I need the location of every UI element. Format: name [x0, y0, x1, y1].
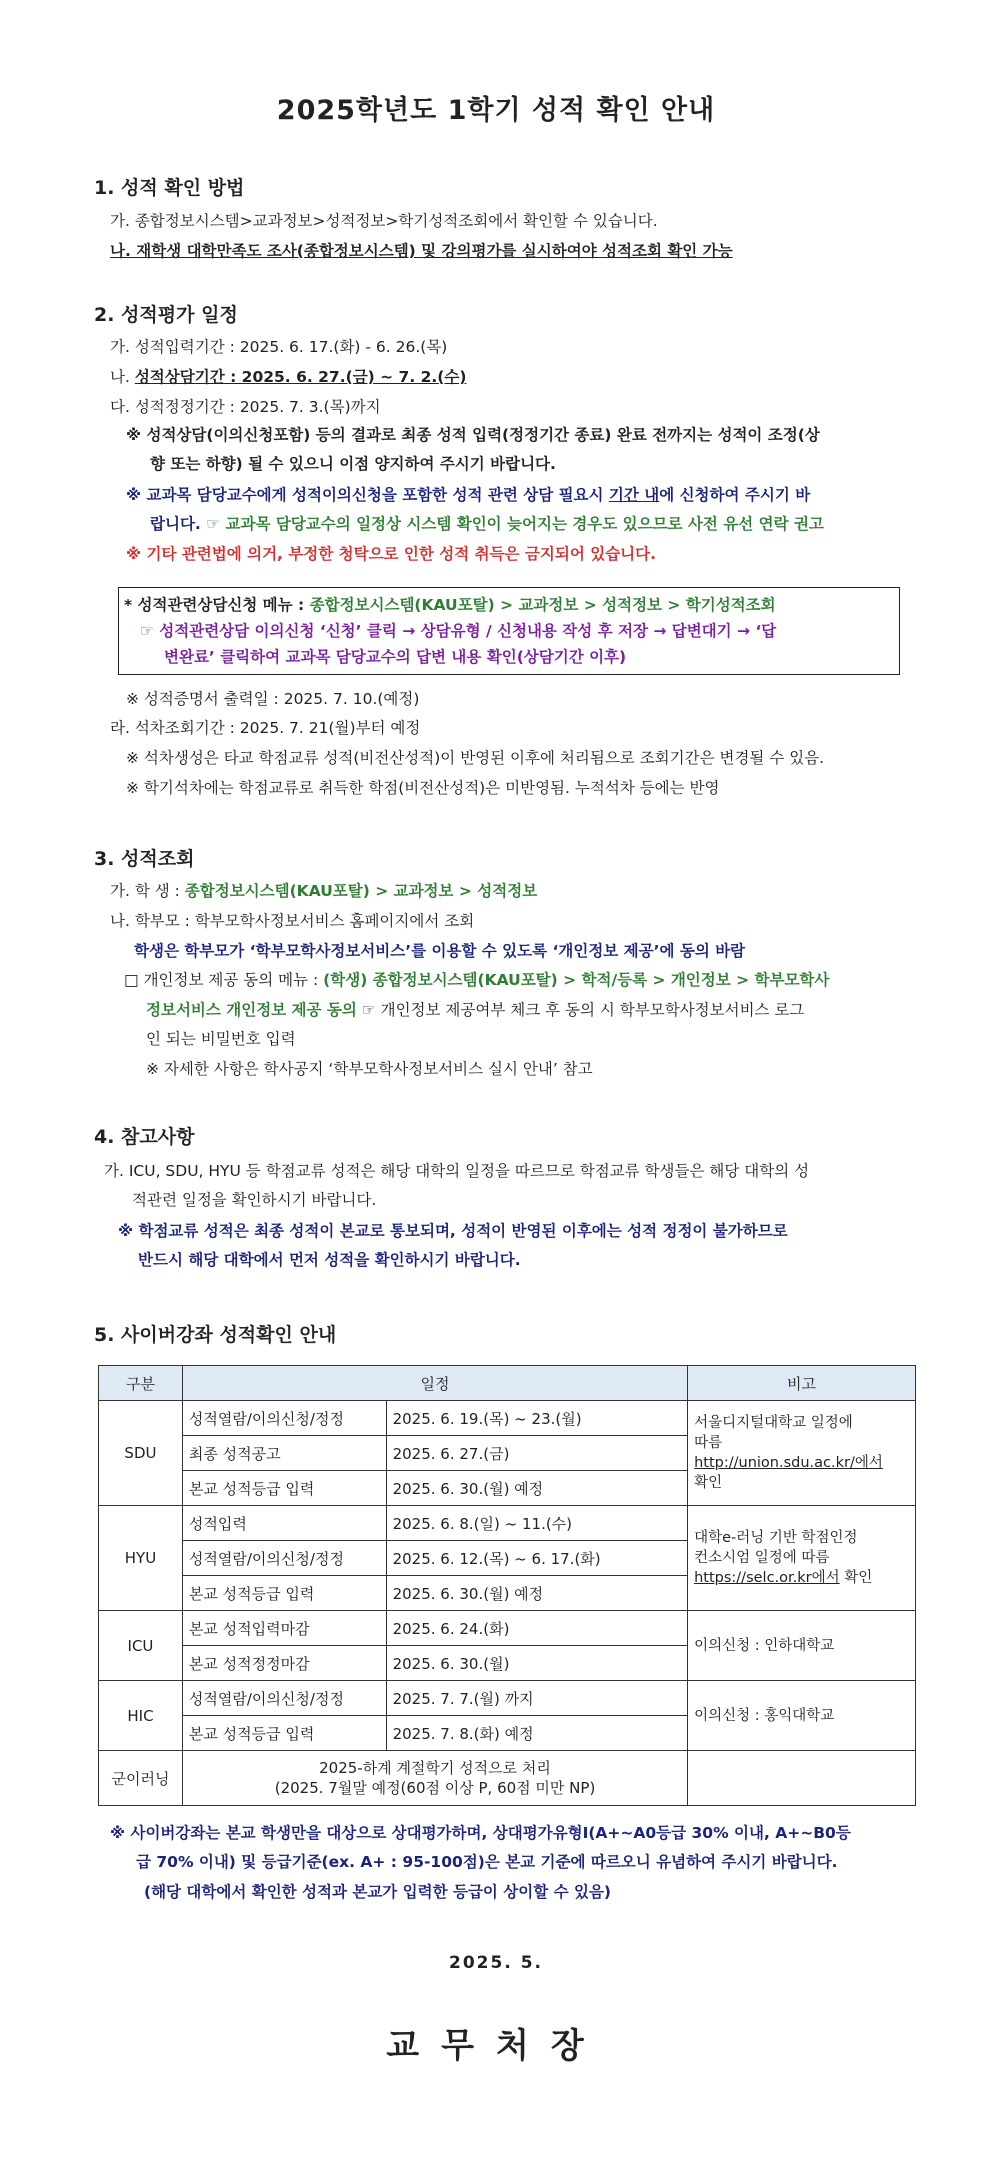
s3-item-a [110, 880, 537, 902]
s2-note-1b: 향 또는 하향) 될 수 있으니 이점 양지하여 주시기 바랍니다. [150, 455, 556, 473]
s2-note-2b-1: 랍니다. [150, 515, 207, 533]
row-item: 본교 성적정정마감 [182, 1646, 386, 1681]
box-line-1-label: * 성적관련상담신청 메뉴 : [124, 596, 310, 614]
page-title: 2025학년도 1학기 성적 확인 안내 [276, 95, 716, 126]
military-schedule [182, 1751, 687, 1806]
s2-note-2a-1: ※ 교과목 담당교수에게 성적이의신청을 포함한 성적 관련 상담 필요시 [126, 486, 609, 504]
s2-note-2a-2: 기간 내 [608, 486, 660, 504]
hyu-note [688, 1506, 916, 1611]
row-date: 2025. 7. 8.(화) 예정 [386, 1716, 688, 1751]
s4-note-1: ※ 학점교류 성적은 최종 성적이 본교로 통보되며, 성적이 반영된 이후에는 성적 정정이 불가하므로 [118, 1222, 788, 1240]
box-line-1-path: 종합정보시스템(KAU포탈) > 교과정보 > 성적정보 > 학기성적조회 [309, 596, 776, 614]
s2-consult-period: 성적상담기간 : 2025. 6. 27.(금) ~ 7. 2.(수) [134, 368, 467, 386]
s3-item-a-label: 가. 학 생 : [110, 882, 185, 900]
s3-item-b: 나. 학부모 : 학부모학사정보서비스 홈페이지에서 조회 [110, 912, 475, 930]
group-sdu: SDU [99, 1401, 183, 1506]
row-item: 성적열람/이의신청/정정 [182, 1401, 386, 1436]
military-line-1: 2025-하계 계절학기 성적으로 처리 [319, 1759, 551, 1777]
s3-menu-line-1-label: □ 개인정보 제공 동의 메뉴 : [124, 971, 324, 989]
s2-d-note-1: ※ 석차생성은 타교 학점교류 성적(비전산성적)이 반영된 이후에 처리됨으로 조회기간은 변경될 수 있음. [126, 749, 825, 767]
section-5-heading: 5. 사이버강좌 성적확인 안내 [94, 1324, 337, 1346]
s2-item-a: 가. 성적입력기간 : 2025. 6. 17.(화) - 6. 26.(목) [110, 338, 448, 356]
sdu-note-line-1: 서울디지털대학교 일정에 [694, 1415, 853, 1431]
row-item: 본교 성적등급 입력 [182, 1576, 386, 1611]
s2-note-2a-3: 에 신청하여 주시기 바 [659, 486, 811, 504]
table-header-row [99, 1366, 916, 1401]
row-date: 2025. 6. 30.(월) [386, 1646, 688, 1681]
s2-note-2b-2: ☞ 교과목 담당교수의 일정상 시스템 확인이 늦어지는 경우도 있으므로 사전 유선 연락 권고 [206, 515, 824, 533]
military-line-2: (2025. 7월말 예정(60점 이상 P, 60점 미만 NP) [274, 1779, 596, 1797]
s2-item-d: 라. 석차조회기간 : 2025. 7. 21(월)부터 예정 [110, 719, 421, 737]
row-date: 2025. 6. 30.(월) 예정 [386, 1471, 688, 1506]
section-2-heading: 2. 성적평가 일정 [94, 304, 238, 326]
s4-item-a2: 적관련 일정을 확인하시기 바랍니다. [132, 1191, 377, 1209]
s4-item-a1: 가. ICU, SDU, HYU 등 학점교류 성적은 해당 대학의 일정을 따르므로 학점교류 학생들은 해당 대학의 성 [104, 1162, 810, 1180]
table-row [99, 1611, 916, 1646]
section-3-heading: 3. 성적조회 [94, 848, 195, 870]
row-date: 2025. 6. 30.(월) 예정 [386, 1576, 688, 1611]
s1-item-b: 나. 재학생 대학만족도 조사(종합정보시스템) 및 강의평가를 실시하여야 성적조회 확인 가능 [110, 242, 733, 260]
s3-menu-line-2-text: ☞ 개인정보 제공여부 체크 후 동의 시 학부모학사정보서비스 로그 [356, 1001, 805, 1019]
s2-item-c: 다. 성적정정기간 : 2025. 7. 3.(목)까지 [110, 398, 381, 416]
s2-item-b-prefix: 나. [110, 368, 135, 386]
sdu-note-line-4: 확인 [694, 1475, 723, 1491]
s3-menu-line-3: 인 되는 비밀번호 입력 [146, 1030, 296, 1048]
header-remarks: 비고 [688, 1366, 916, 1401]
s2-note-2b [150, 513, 824, 535]
signature: 교무처장 [386, 2026, 606, 2066]
s5-note-2: 급 70% 이내) 및 등급기준(ex. A+ : 95-100점)은 본교 기준에 따르오니 유념하여 주시기 바랍니다. [136, 1853, 838, 1871]
issue-date: 2025. 5. [449, 1953, 543, 1973]
row-date: 2025. 6. 19.(목) ~ 23.(월) [386, 1401, 688, 1436]
s2-d-note-2: ※ 학기석차에는 학점교류로 취득한 학점(비전산성적)은 미반영됨. 누적석차 등에는 반영 [126, 779, 720, 797]
table-row [99, 1681, 916, 1716]
s2-note-3: ※ 기타 관련법에 의거, 부정한 청탁으로 인한 성적 취득은 금지되어 있습니다. [126, 545, 656, 563]
s5-note-3: (해당 대학에서 확인한 성적과 본교가 입력한 등급이 상이할 수 있음) [144, 1883, 612, 1901]
row-date: 2025. 6. 27.(금) [386, 1436, 688, 1471]
row-date: 2025. 6. 8.(일) ~ 11.(수) [386, 1506, 688, 1541]
s3-item-a-path: 종합정보시스템(KAU포탈) > 교과정보 > 성적정보 [184, 882, 538, 900]
row-item: 성적열람/이의신청/정정 [182, 1541, 386, 1576]
row-date: 2025. 6. 24.(화) [386, 1611, 688, 1646]
hyu-note-line-4: 확인 [839, 1570, 873, 1586]
hyu-note-line-2: 컨소시엄 일정에 따름 [694, 1550, 830, 1566]
group-military: 군이러닝 [99, 1751, 183, 1806]
s2-note-1a: ※ 성적상담(이의신청포함) 등의 결과로 최종 성적 입력(정정기간 종료) 완료 전까지는 성적이 조정(상 [126, 426, 820, 444]
table-row [99, 1751, 916, 1806]
s1-item-a: 가. 종합정보시스템>교과정보>성적정보>학기성적조회에서 확인할 수 있습니다. [110, 212, 658, 230]
military-note [688, 1751, 916, 1806]
s3-menu-line-1 [124, 969, 829, 991]
section-4-heading: 4. 참고사항 [94, 1126, 195, 1148]
box-line-3: 변완료’ 클릭하여 교과목 담당교수의 답변 내용 확인(상담기간 이후) [164, 648, 627, 666]
row-date: 2025. 6. 12.(목) ~ 6. 17.(화) [386, 1541, 688, 1576]
row-item: 본교 성적등급 입력 [182, 1716, 386, 1751]
group-hyu: HYU [99, 1506, 183, 1611]
group-icu: ICU [99, 1611, 183, 1681]
header-category: 구분 [99, 1366, 183, 1401]
cyber-course-table [98, 1365, 916, 1806]
s2-note-2a [126, 484, 810, 506]
row-date: 2025. 7. 7.(월) 까지 [386, 1681, 688, 1716]
box-line-1 [124, 594, 776, 616]
s3-consent-notice: 학생은 학부모가 ‘학부모학사정보서비스’를 이용할 수 있도록 ‘개인정보 제공’에 동의 바람 [134, 942, 746, 960]
s2-item-b [110, 366, 466, 388]
row-item: 성적입력 [182, 1506, 386, 1541]
box-line-2: ☞ 성적관련상담 이의신청 ‘신청’ 클릭 → 상담유형 / 신청내용 작성 후 저장 → 답변대기 → ‘답 [140, 622, 777, 640]
hyu-note-line-1: 대학e-러닝 기반 학점인정 [694, 1530, 858, 1546]
s3-menu-line-1-path: (학생) 종합정보시스템(KAU포탈) > 학적/등록 > 개인정보 > 학부모학사 [323, 971, 830, 989]
group-hic: HIC [99, 1681, 183, 1751]
header-schedule: 일정 [182, 1366, 687, 1401]
sdu-link[interactable]: http://union.sdu.ac.kr/에서 [694, 1455, 883, 1471]
table-row [99, 1401, 916, 1436]
hyu-link[interactable]: https://selc.or.kr에서 [694, 1570, 840, 1586]
row-item: 성적열람/이의신청/정정 [182, 1681, 386, 1716]
s3-menu-line-2-path: 정보서비스 개인정보 제공 동의 [146, 1001, 357, 1019]
s5-note-1: ※ 사이버강좌는 본교 학생만을 대상으로 상대평가하며, 상대평가유형Ⅰ(A+~A0등급 30% 이내, A+~B0등 [110, 1824, 851, 1842]
table-row [99, 1506, 916, 1541]
sdu-note-line-2: 따름 [694, 1435, 723, 1451]
sdu-note [688, 1401, 916, 1506]
s3-note: ※ 자세한 사항은 학사공지 ‘학부모학사정보서비스 실시 안내’ 참고 [146, 1060, 593, 1078]
hic-note: 이의신청 : 홍익대학교 [688, 1681, 916, 1751]
row-item: 최종 성적공고 [182, 1436, 386, 1471]
s3-menu-line-2 [146, 999, 804, 1021]
row-item: 본교 성적입력마감 [182, 1611, 386, 1646]
s4-note-2: 반드시 해당 대학에서 먼저 성적을 확인하시기 바랍니다. [138, 1251, 521, 1269]
icu-note: 이의신청 : 인하대학교 [688, 1611, 916, 1681]
row-item: 본교 성적등급 입력 [182, 1471, 386, 1506]
section-1-heading: 1. 성적 확인 방법 [94, 177, 245, 199]
s2-cert-date: ※ 성적증명서 출력일 : 2025. 7. 10.(예정) [126, 690, 420, 708]
